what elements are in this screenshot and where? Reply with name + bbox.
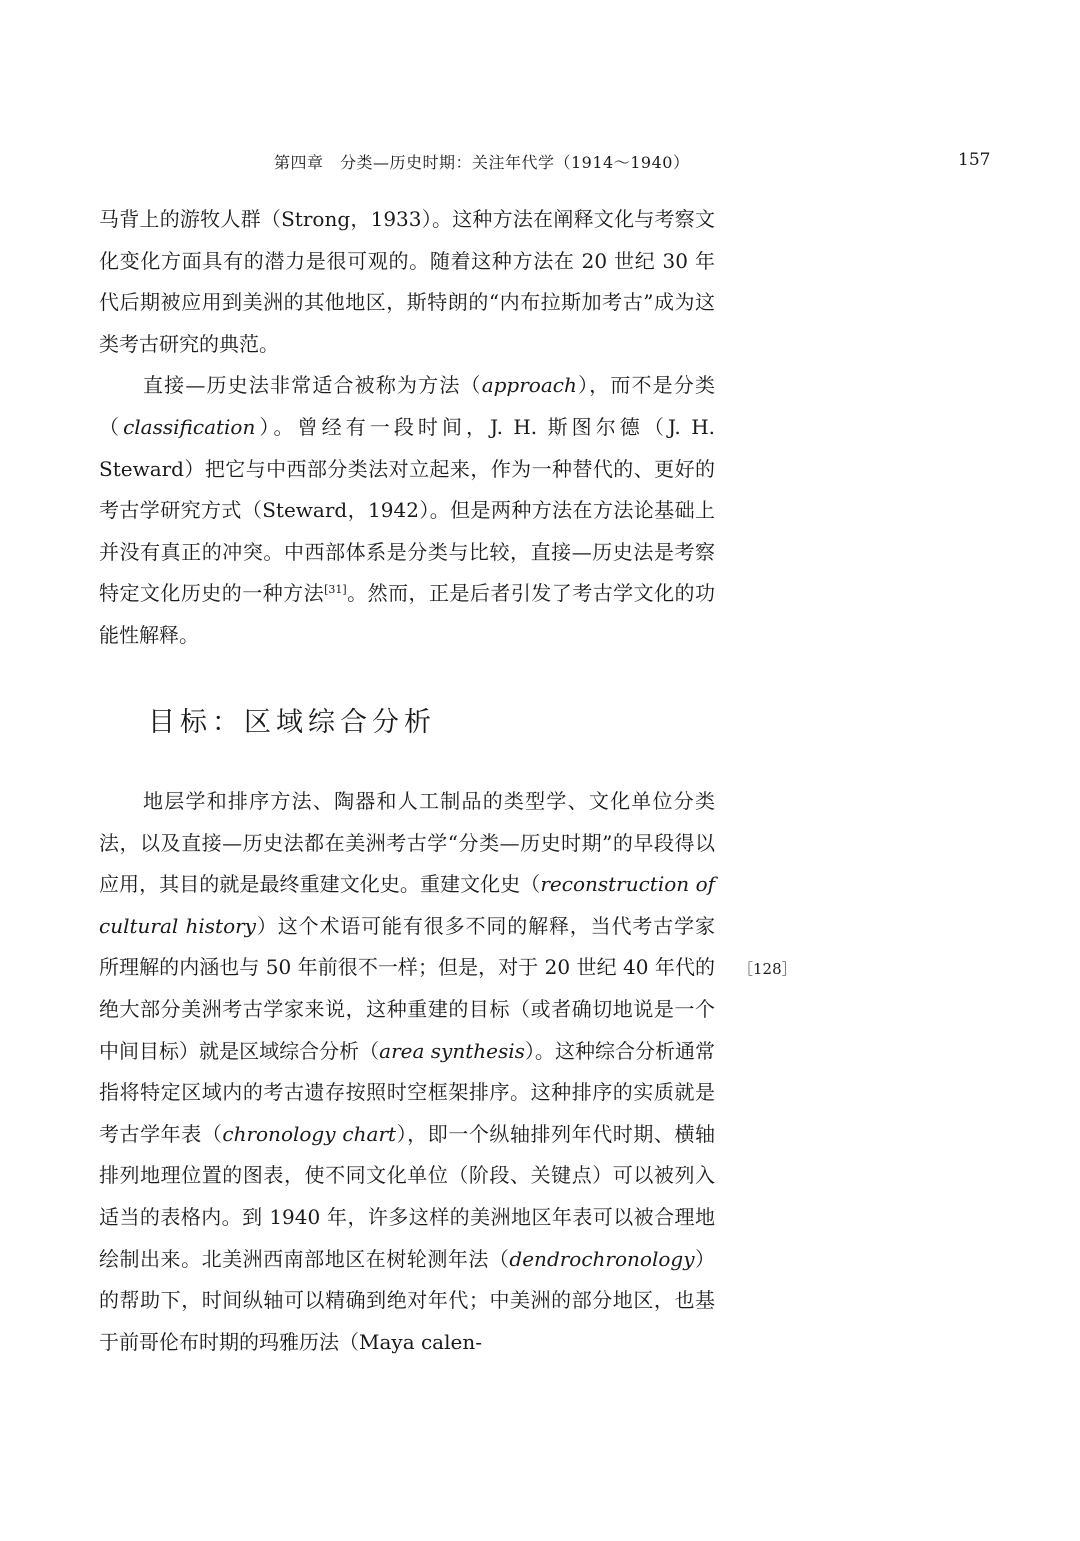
paragraph — [99, 781, 715, 1363]
text-run: （ — [201, 1121, 223, 1146]
margin-page-reference: ［128］ — [738, 960, 797, 978]
text-run: （ — [460, 373, 482, 398]
italic-term: classification — [123, 414, 256, 439]
text-run: ），即一个纵轴排列年代时期、横轴排列地理位置的图表，使不同文化单位（阶段、关键点）可以被列入适当的表格内。到 1940 年，许多这样的美洲地区年表可以被合理地绘制出来。北美洲西南部地区在 — [99, 1121, 716, 1271]
footnote-reference: [31] — [324, 583, 347, 597]
body-text-before-heading — [99, 199, 715, 657]
text-run: （ — [99, 414, 124, 439]
italic-term: reconstruction of cultural history — [99, 872, 716, 938]
italic-term: approach — [481, 373, 577, 398]
page-number: 157 — [958, 150, 991, 170]
text-run: （ — [520, 872, 541, 897]
paragraph — [99, 365, 715, 656]
text-run: ），而不是 — [576, 373, 674, 398]
text-run: ）。曾经有一段时间，J. H. 斯图尔德（J. H. Steward）把它与中西部分类法对立起来，作为一种替代的、更好的考古学研究方式（Steward，1942）。但是两种方法在方法论基础上并没有真正的冲突。中西部体系是分类与比较，直接—历史法是考察特定文化历史的一种方法 — [99, 414, 715, 606]
text-run: （ — [488, 1246, 510, 1271]
emphasized-term: 考古学年表 — [99, 1121, 202, 1146]
text-run: 。然而，正是后者引发了考古学文化的功能性解释。 — [99, 581, 716, 647]
section-heading: 目标：区域综合分析 — [148, 707, 436, 738]
emphasized-term: 方法 — [418, 373, 461, 398]
running-header: 第四章 分类—历史时期：关注年代学（1914～1940） — [274, 153, 690, 172]
text-run: 地层学和排序方法、陶器和人工制品的类型学、文化单位分类法，以及直接—历史法都在美洲考古学“分类—历史时期”的早段得以应用，其目的就是最终重建文化史。 — [99, 789, 715, 897]
paragraph — [99, 199, 715, 365]
text-run: （ — [359, 1038, 380, 1063]
emphasized-term: 树轮测年法 — [386, 1246, 489, 1271]
text-run: ）的帮助下，时间纵轴可以精确到绝对年代；中美洲的部分地区，也基于前哥伦布时期的玛雅历法（Maya calen- — [99, 1246, 716, 1354]
text-run: ）。这种综合分析通常指将特定区域内的考古遗存按照时空框架排序。这种排序的实质就是 — [99, 1038, 716, 1105]
italic-term: area synthesis — [379, 1038, 525, 1063]
italic-term: dendrochronology — [509, 1246, 695, 1271]
emphasized-term: 分类 — [673, 373, 716, 398]
italic-term: chronology chart — [222, 1121, 397, 1146]
body-text-after-heading — [99, 781, 715, 1363]
text-run: 直接—历史法非常适合被称为 — [143, 373, 419, 398]
text-run: 马背上的游牧人群（Strong，1933）。这种方法在阐释文化与考察文化变化方面具有的潜力是很可观的。随着这种方法在 20 世纪 30 年代后期被应用到美洲的其他地区，斯特朗的“内布拉斯加考古”成为这类考古研究的典范。 — [99, 207, 715, 356]
emphasized-term: 重建文化史 — [419, 872, 521, 897]
text-run: ）这个术语可能有很多不同的解释，当代考古学家所理解的内涵也与 50 年前很不一样；但是，对于 20 世纪 40 年代的绝大部分美洲考古学家来说，这种重建的目标（或者确切地说是一个中间目标）就是 — [99, 913, 715, 1063]
emphasized-term: 区域综合分析 — [239, 1038, 360, 1063]
